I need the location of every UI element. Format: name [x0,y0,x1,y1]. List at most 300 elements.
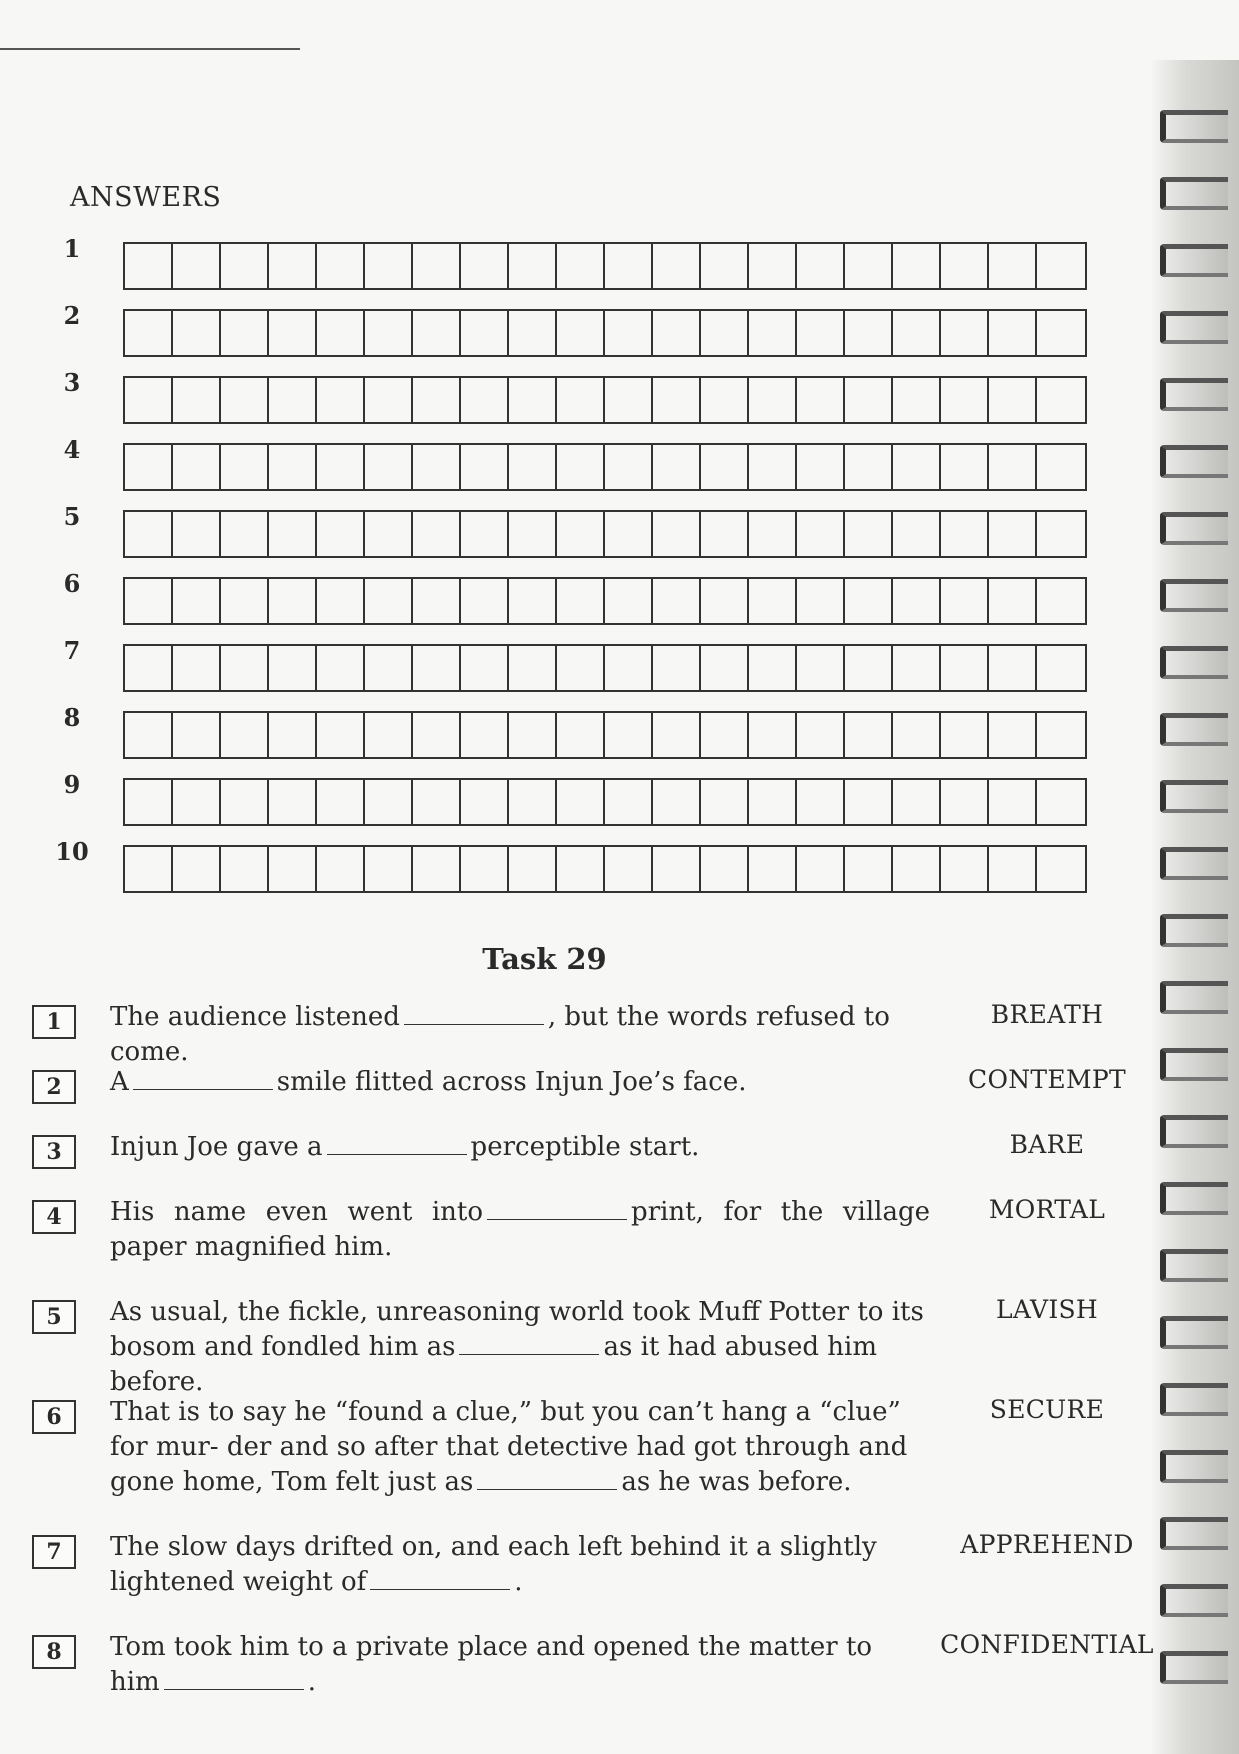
answer-cell[interactable] [557,512,605,556]
answer-cell[interactable] [893,646,941,690]
answer-cell[interactable] [797,579,845,623]
answer-cells [123,778,1087,826]
answer-cells [123,644,1087,692]
answer-cells [123,309,1087,357]
answer-cells [123,510,1087,558]
answer-cell[interactable] [605,847,653,891]
item-number-box: 5 [32,1300,76,1334]
answer-cell[interactable] [1037,378,1085,422]
spiral-coil [1160,1182,1228,1215]
answer-cell[interactable] [653,445,701,489]
answer-cell[interactable] [413,244,461,288]
sentence-before-gap: Injun Joe gave a [110,1132,323,1162]
answer-cell[interactable] [845,646,893,690]
answer-cell[interactable] [365,445,413,489]
spiral-binding [1160,110,1230,1750]
answer-row [55,502,1135,556]
answer-cell[interactable] [989,646,1037,690]
answer-cell[interactable] [317,713,365,757]
spiral-coil [1160,1115,1228,1148]
answer-cell[interactable] [749,646,797,690]
answer-cell[interactable] [557,713,605,757]
answer-cell[interactable] [1037,244,1085,288]
item-number-box: 4 [32,1200,76,1234]
answer-cell[interactable] [893,445,941,489]
answer-cell[interactable] [653,713,701,757]
answer-row-number: 2 [63,301,81,330]
answer-cell[interactable] [701,646,749,690]
answer-cell[interactable] [509,579,557,623]
answer-cell[interactable] [557,311,605,355]
answer-cell[interactable] [701,378,749,422]
answer-cell[interactable] [1037,311,1085,355]
answer-row [55,770,1135,824]
answer-cell[interactable] [605,445,653,489]
answer-cell[interactable] [749,244,797,288]
sentence-before-gap: That is to say he “found a clue,” but you can’t hang a “clue” for mur- der and so after that detective had got through and gone home, Tom felt just as [110,1397,908,1497]
answer-cell[interactable] [989,512,1037,556]
answer-cell[interactable] [413,512,461,556]
answer-cell[interactable] [125,646,173,690]
spiral-coil [1160,311,1228,344]
answer-cell[interactable] [653,378,701,422]
answer-cell[interactable] [269,512,317,556]
answer-cell[interactable] [605,512,653,556]
answer-row-number: 8 [63,703,81,732]
answer-cell[interactable] [605,579,653,623]
spiral-coil [1160,1048,1228,1081]
spiral-coil [1160,1517,1228,1550]
answer-cell[interactable] [605,311,653,355]
spiral-coil [1160,177,1228,210]
keyword: CONFIDENTIAL [940,1630,1154,1659]
answer-cell[interactable] [317,847,365,891]
answer-blank[interactable] [404,1004,544,1025]
answer-cell[interactable] [125,311,173,355]
answer-row-number: 4 [63,435,81,464]
answer-cell[interactable] [461,445,509,489]
answer-cell[interactable] [461,311,509,355]
answer-cell[interactable] [509,847,557,891]
item-number-box: 1 [32,1005,76,1039]
answer-cell[interactable] [653,311,701,355]
answer-cell[interactable] [653,646,701,690]
answer-cell[interactable] [893,512,941,556]
answer-cell[interactable] [365,311,413,355]
answer-cell[interactable] [701,244,749,288]
answer-cell[interactable] [269,311,317,355]
answer-cell[interactable] [557,780,605,824]
answer-blank[interactable] [370,1569,510,1590]
answer-row [55,636,1135,690]
answer-cell[interactable] [317,311,365,355]
answer-cell[interactable] [1037,579,1085,623]
answer-cell[interactable] [989,579,1037,623]
answer-cell[interactable] [221,378,269,422]
answer-cell[interactable] [173,445,221,489]
answer-cell[interactable] [845,445,893,489]
spiral-coil [1160,378,1228,411]
answer-cell[interactable] [413,445,461,489]
spiral-coil [1160,713,1228,746]
answer-cell[interactable] [125,713,173,757]
answer-cells [123,443,1087,491]
answer-cell[interactable] [413,713,461,757]
answer-cell[interactable] [317,579,365,623]
answer-cell[interactable] [461,713,509,757]
answer-cell[interactable] [269,244,317,288]
keyword: LAVISH [995,1295,1099,1324]
answer-cell[interactable] [989,445,1037,489]
answer-cell[interactable] [893,378,941,422]
answer-cell[interactable] [893,579,941,623]
answer-cell[interactable] [221,579,269,623]
answer-cell[interactable] [1037,445,1085,489]
sentence-before-gap: As usual, the fickle, unreasoning world took Muff Potter to its bosom and fondled him as [110,1297,924,1362]
answer-cell[interactable] [701,847,749,891]
answer-cell[interactable] [893,244,941,288]
answer-cell[interactable] [701,579,749,623]
spiral-coil [1160,512,1228,545]
answer-cell[interactable] [317,780,365,824]
answer-cell[interactable] [221,646,269,690]
answer-cell[interactable] [653,780,701,824]
answer-blank[interactable] [477,1469,617,1490]
answers-title: ANSWERS [70,182,222,213]
answer-row-number: 1 [63,234,81,263]
answer-cell[interactable] [221,780,269,824]
answer-cell[interactable] [797,311,845,355]
item-sentence [110,1065,930,1100]
answer-cell[interactable] [1037,713,1085,757]
spiral-coil [1160,1316,1228,1349]
answer-cells [123,711,1087,759]
answer-row [55,703,1135,757]
answer-cell[interactable] [461,780,509,824]
answer-cell[interactable] [173,646,221,690]
keyword: SECURE [989,1395,1105,1424]
answer-cell[interactable] [365,512,413,556]
answer-cell[interactable] [221,244,269,288]
answer-row-number: 3 [63,368,81,397]
answer-cell[interactable] [221,713,269,757]
item-sentence [110,1295,930,1400]
answer-cell[interactable] [749,579,797,623]
item-sentence [110,1000,930,1070]
answer-cell[interactable] [749,445,797,489]
answer-cell[interactable] [269,713,317,757]
answer-cells [123,376,1087,424]
answer-cell[interactable] [605,378,653,422]
sentence-after-gap: perceptible start. [470,1132,700,1162]
answer-cell[interactable] [509,311,557,355]
answer-cell[interactable] [845,713,893,757]
answer-cell[interactable] [797,847,845,891]
answer-cell[interactable] [845,512,893,556]
sentence-after-gap: , but the words refused to come. [110,1002,890,1067]
answer-cell[interactable] [557,244,605,288]
answer-cell[interactable] [749,847,797,891]
answer-cell[interactable] [941,512,989,556]
answer-cell[interactable] [125,445,173,489]
answer-blank[interactable] [133,1069,273,1090]
answer-cell[interactable] [845,378,893,422]
answer-cell[interactable] [509,713,557,757]
answer-cell[interactable] [125,244,173,288]
answer-row [55,435,1135,489]
answer-cell[interactable] [557,847,605,891]
answer-cell[interactable] [557,646,605,690]
sentence-after-gap: . [307,1667,316,1697]
answer-cell[interactable] [269,445,317,489]
answer-cell[interactable] [701,512,749,556]
answer-cell[interactable] [317,646,365,690]
answer-cell[interactable] [893,311,941,355]
answer-cell[interactable] [269,780,317,824]
answer-cell[interactable] [269,847,317,891]
answer-cell[interactable] [509,646,557,690]
answer-cell[interactable] [605,780,653,824]
answer-cell[interactable] [221,512,269,556]
answer-cell[interactable] [269,579,317,623]
answer-cell[interactable] [701,713,749,757]
answer-cell[interactable] [605,713,653,757]
answer-cell[interactable] [221,311,269,355]
answer-cell[interactable] [941,378,989,422]
answer-blank[interactable] [459,1334,599,1355]
answer-cell[interactable] [989,311,1037,355]
answer-cell[interactable] [1037,512,1085,556]
answer-cell[interactable] [797,378,845,422]
item-number-box: 3 [32,1135,76,1169]
spiral-coil [1160,780,1228,813]
answer-cell[interactable] [365,244,413,288]
answer-cell[interactable] [749,780,797,824]
answer-cell[interactable] [797,646,845,690]
answer-cell[interactable] [941,646,989,690]
answer-cell[interactable] [941,579,989,623]
answer-cell[interactable] [653,847,701,891]
answer-cell[interactable] [653,244,701,288]
answer-cell[interactable] [461,512,509,556]
task-title: Task 29 [482,942,607,976]
answer-cell[interactable] [365,378,413,422]
answer-cell[interactable] [173,780,221,824]
answer-cell[interactable] [989,780,1037,824]
answer-cell[interactable] [173,579,221,623]
answer-cell[interactable] [317,244,365,288]
spiral-coil [1160,579,1228,612]
answer-row [55,301,1135,355]
answer-cell[interactable] [221,445,269,489]
answer-cell[interactable] [989,847,1037,891]
answer-cell[interactable] [941,445,989,489]
sentence-after-gap: smile flitted across Injun Joe’s face. [276,1067,747,1097]
answer-cell[interactable] [701,780,749,824]
answer-cell[interactable] [941,244,989,288]
answer-cell[interactable] [653,512,701,556]
answer-cell[interactable] [365,780,413,824]
answer-cell[interactable] [461,579,509,623]
answer-row [55,234,1135,288]
answer-cell[interactable] [1037,780,1085,824]
answer-cell[interactable] [125,378,173,422]
answer-cell[interactable] [461,378,509,422]
answer-cell[interactable] [125,512,173,556]
item-sentence [110,1195,930,1265]
answer-cell[interactable] [893,847,941,891]
answer-cell[interactable] [941,847,989,891]
keyword: MORTAL [988,1195,1106,1224]
answer-blank[interactable] [487,1199,627,1220]
item-sentence [110,1630,930,1700]
answer-cell[interactable] [701,311,749,355]
answer-cell[interactable] [941,713,989,757]
spiral-coil [1160,1383,1228,1416]
answer-cell[interactable] [461,244,509,288]
item-sentence [110,1130,930,1165]
spiral-coil [1160,244,1228,277]
spiral-coil [1160,981,1228,1014]
spiral-coil [1160,646,1228,679]
answer-row-number: 10 [55,837,89,866]
answer-cell[interactable] [125,780,173,824]
answer-cell[interactable] [365,713,413,757]
answer-cell[interactable] [989,378,1037,422]
answer-cell[interactable] [797,244,845,288]
answer-row-number: 7 [63,636,81,665]
answer-cell[interactable] [365,579,413,623]
answer-cell[interactable] [125,847,173,891]
top-rule [0,48,300,50]
answer-cell[interactable] [845,311,893,355]
answer-cell[interactable] [413,780,461,824]
answer-cell[interactable] [605,646,653,690]
sentence-after-gap: print, for the village paper magnified him. [110,1197,931,1262]
answer-cell[interactable] [413,646,461,690]
answer-cell[interactable] [557,579,605,623]
item-sentence [110,1395,930,1500]
item-number-box: 8 [32,1635,76,1669]
answer-cell[interactable] [317,445,365,489]
keyword: BREATH [990,1000,1104,1029]
answer-cells [123,242,1087,290]
answer-cell[interactable] [797,445,845,489]
answer-cell[interactable] [701,445,749,489]
spiral-coil [1160,110,1228,143]
answer-cell[interactable] [1037,847,1085,891]
answer-cell[interactable] [413,311,461,355]
spiral-coil [1160,1651,1228,1684]
keyword: BARE [1009,1130,1085,1159]
item-number-box: 7 [32,1535,76,1569]
spiral-coil [1160,1450,1228,1483]
sentence-before-gap: The slow days drifted on, and each left behind it a slightly lightened weight of [110,1532,877,1597]
answer-cell[interactable] [173,512,221,556]
answer-cell[interactable] [941,780,989,824]
answer-cell[interactable] [989,713,1037,757]
answer-cell[interactable] [269,646,317,690]
answer-cell[interactable] [845,579,893,623]
answer-cell[interactable] [797,713,845,757]
answer-cell[interactable] [317,378,365,422]
spiral-coil [1160,1249,1228,1282]
answer-cells [123,845,1087,893]
spiral-coil [1160,847,1228,880]
answer-cell[interactable] [989,244,1037,288]
answer-cell[interactable] [749,311,797,355]
sentence-after-gap: as he was before. [621,1467,852,1497]
answer-cell[interactable] [509,445,557,489]
sentence-after-gap: . [514,1567,523,1597]
answer-cell[interactable] [269,378,317,422]
item-number-box: 6 [32,1400,76,1434]
answer-cell[interactable] [749,713,797,757]
sentence-before-gap: Tom took him to a private place and opened the matter to him [110,1632,873,1697]
answer-cell[interactable] [845,780,893,824]
sentence-after-gap: as it had abused him before. [110,1332,878,1397]
answer-cell[interactable] [221,847,269,891]
answer-cell[interactable] [509,244,557,288]
answer-cell[interactable] [509,378,557,422]
answer-cell[interactable] [893,713,941,757]
sentence-before-gap: His name even went into [110,1197,484,1227]
answer-cells [123,577,1087,625]
answer-cell[interactable] [173,311,221,355]
answer-cell[interactable] [413,378,461,422]
answer-cell[interactable] [1037,646,1085,690]
answer-cell[interactable] [413,847,461,891]
answer-cell[interactable] [845,847,893,891]
answer-row-number: 5 [63,502,81,531]
answer-cell[interactable] [365,847,413,891]
answer-cell[interactable] [653,579,701,623]
answer-cell[interactable] [749,378,797,422]
answer-cell[interactable] [557,378,605,422]
sentence-before-gap: A [110,1067,129,1097]
answer-blank[interactable] [164,1669,304,1690]
answer-cell[interactable] [173,713,221,757]
item-sentence [110,1530,930,1600]
answer-cell[interactable] [509,512,557,556]
answer-cell[interactable] [749,512,797,556]
keyword: APPREHEND [960,1530,1134,1559]
answer-cell[interactable] [173,244,221,288]
sentence-before-gap: The audience listened [110,1002,400,1032]
answer-cell[interactable] [413,579,461,623]
answer-cell[interactable] [173,378,221,422]
answer-cell[interactable] [317,512,365,556]
answer-cell[interactable] [461,646,509,690]
answer-cell[interactable] [893,780,941,824]
answer-row [55,368,1135,422]
answer-row [55,837,1135,891]
answer-cell[interactable] [173,847,221,891]
answer-cell[interactable] [365,646,413,690]
answer-cell[interactable] [941,311,989,355]
spiral-coil [1160,1584,1228,1617]
answer-cell[interactable] [461,847,509,891]
answer-cell[interactable] [797,780,845,824]
answer-cell[interactable] [797,512,845,556]
answer-row-number: 6 [63,569,81,598]
answer-cell[interactable] [125,579,173,623]
answer-cell[interactable] [605,244,653,288]
answer-cell[interactable] [845,244,893,288]
answer-cell[interactable] [557,445,605,489]
answer-blank[interactable] [327,1134,467,1155]
answer-cell[interactable] [509,780,557,824]
